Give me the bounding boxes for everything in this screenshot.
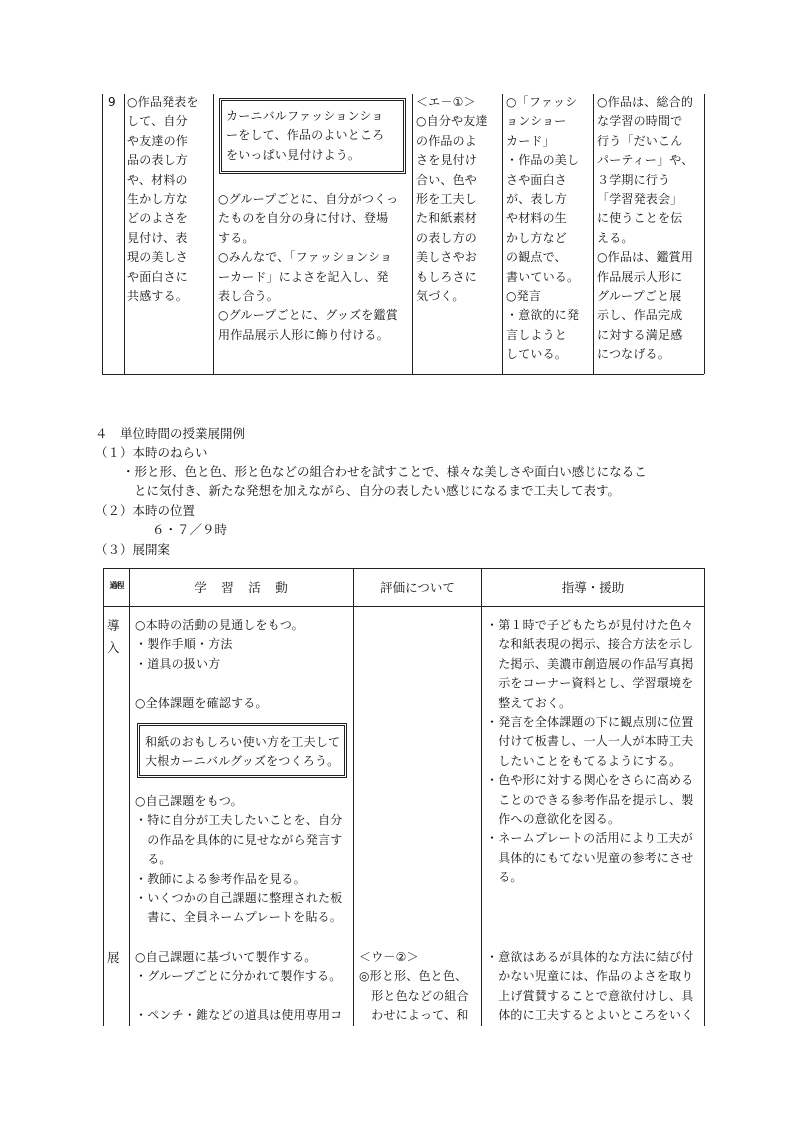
support-text (597, 93, 693, 365)
evaluation-line: 形を工夫し (416, 192, 478, 207)
intro-activity-line: ○全体課題を確認する。 (135, 696, 268, 710)
support-line: 行う「だいこん (597, 133, 683, 148)
intro-support-line: したいことをもてるようにする。 (486, 753, 682, 768)
dev-support-line: 体的に工夫するとよいところをいく (486, 1008, 694, 1023)
stage-development: 展 (107, 950, 120, 965)
activity-line: ○みんなで、「ファッションショ (218, 250, 393, 265)
activity-line: する。 (218, 230, 255, 245)
activity-line: ○グループごとに、グッズを鑑賞 (218, 308, 398, 323)
evaluation-line: ○自分や友達 (416, 114, 488, 129)
position-value: ６・７／９時 (152, 522, 228, 537)
table1-border (124, 94, 125, 374)
objective-line: どのよさを (127, 211, 189, 226)
evaluation-method-line: や材料の生 (506, 211, 568, 226)
table2-border (704, 568, 705, 1026)
evaluation-method-line: が、表し方 (506, 192, 568, 207)
evaluation-method-line: ○「ファッシ (506, 95, 578, 109)
intro-support-line: た掲示、美濃市創造展の作品写真掲 (486, 656, 694, 671)
dev-support-line: 上げ賞賛することで意欲付けし、具 (486, 988, 694, 1003)
table1-border (412, 94, 413, 374)
dev-activity-tools (135, 1006, 342, 1025)
intro-support-line: ・ネームプレートの活用により工夫が (486, 831, 693, 846)
stage-intro-1: 導 (107, 618, 120, 633)
intro-support-line: ・第１時で子どもたちが見付けた色々 (486, 618, 694, 632)
table1-border (593, 94, 594, 374)
evaluation-line: 合い、色や (416, 172, 478, 187)
intro-support-line: 作への意欲化を図る。 (486, 812, 621, 827)
support-line: 作品展示人形に (597, 269, 683, 284)
overall-task-line: 和紙のおもしろい使い方を工夫して (145, 735, 341, 749)
dev-activity-line: ○自己課題に基づいて製作する。 (135, 950, 317, 964)
intro-support-line: る。 (486, 870, 523, 885)
subsection-heading-aim: （１）本時のねらい (95, 445, 208, 460)
support-line: な学習の時間で (597, 114, 683, 129)
evaluation-method-line: ○発言 (506, 289, 542, 304)
activity-line: ○グループごとに、自分がつくっ (218, 192, 399, 206)
intro-activity-line: 書に、全員ネームプレートを貼る。 (135, 910, 342, 925)
evaluation-line: 気づく。 (416, 289, 465, 304)
dev-support-line: ・意欲はあるが具体的な方法に結び付 (486, 950, 694, 964)
table2-border (129, 568, 130, 1026)
objective-line: 生かし方な (127, 192, 189, 207)
support-line: 「学習発表会」 (597, 192, 683, 207)
dev-evaluation-text (359, 948, 469, 1026)
support-line: ３学期に行う (597, 172, 671, 187)
evaluation-method-line: の観点で、 (506, 250, 567, 265)
dev-evaluation-line: わせによって、和 (359, 1008, 469, 1023)
support-line: ○作品は、総合的 (597, 95, 694, 109)
table2-border (481, 568, 482, 1026)
support-line: グループごと展 (597, 289, 682, 304)
evaluation-line: さを見付け (416, 153, 478, 168)
support-line: につなげる。 (597, 347, 670, 362)
support-line: ○作品は、鑑賞用 (597, 250, 694, 265)
support-line: パーティー」や、 (597, 153, 694, 168)
intro-support-text (486, 616, 693, 888)
subsection-heading-plan: （３）展開案 (95, 542, 171, 557)
header-activity: 学 習 活 動 (194, 580, 289, 595)
intro-activity-line: ・いくつかの自己課題に整理された板 (135, 891, 343, 906)
evaluation-method-line: ・作品の美し (506, 153, 580, 168)
intro-support-line: 具体的にもてない児童の参考にさせ (486, 850, 694, 865)
support-line: に対する満足感 (597, 327, 683, 342)
activity-line: ーカード」によさを記入し、発 (218, 269, 389, 284)
objective-line: 品の表し方 (127, 153, 189, 168)
table1-border (102, 94, 103, 374)
intro-activity-line: ○本時の活動の見通しをもつ。 (135, 618, 304, 632)
intro-activity-confirm (135, 694, 268, 713)
evaluation-line: もしろさに (416, 269, 478, 284)
table1-border (102, 374, 704, 375)
objective-line: ○作品発表を (127, 95, 199, 109)
intro-support-line: な和紙表現の掲示、接合方法を示し (486, 637, 694, 652)
evaluation-text (416, 93, 488, 306)
activity-line: 用作品展示人形に飾り付ける。 (218, 327, 389, 342)
evaluation-method-line: さや面白さ (506, 172, 568, 187)
evaluation-line: の表し方の (416, 230, 478, 245)
evaluation-method-line: かし方など (506, 230, 568, 245)
table1-border (213, 94, 214, 374)
objective-line: 見付け、表 (127, 230, 188, 245)
table2-border (103, 568, 104, 1026)
stage-intro-2: 入 (107, 640, 120, 655)
activity-line: 表し合う。 (218, 289, 280, 304)
lesson-task-line: ーをして、作品のよいところ (226, 128, 385, 143)
intro-activity-line: ・道具の扱い方 (135, 656, 221, 671)
lesson-task-line: をいっぱい見付けよう。 (226, 147, 361, 162)
aim-text-line2: とに気付き、新たな発想を加えながら、自分の表したい感じになるまで工夫して表す。 (134, 483, 621, 498)
activity-text (218, 190, 398, 345)
evaluation-line: た和紙素材 (416, 211, 478, 226)
objective-line: 現の美しさ (127, 250, 189, 265)
intro-activity-text (135, 616, 304, 674)
intro-activity-line: の作品を具体的に見せながら発言す (135, 832, 343, 847)
lesson-task-text (226, 107, 384, 165)
intro-support-line: ・色や形に対する関心をさらに高める (486, 773, 694, 788)
objective-line: して、自分 (127, 114, 188, 129)
header-stage: 過程 (109, 581, 124, 590)
intro-activity-line: ・特に自分が工夫したいことを、自分 (135, 813, 343, 828)
table1-border (502, 94, 503, 374)
evaluation-method-line: カード」 (506, 133, 555, 148)
evaluation-line: の作品のよ (416, 133, 478, 148)
evaluation-method-line: している。 (506, 347, 568, 362)
dev-evaluation-line: 形と色などの組合 (359, 988, 469, 1003)
aim-text-line1: ・形と形、色と色、形と色などの組合わせを試すことで、様々な美しさや面白い感じになるこ (122, 464, 647, 479)
lesson-task-line: カーニバルファッションショ (226, 109, 384, 123)
evaluation-method-line: 言しようと (506, 327, 568, 342)
overall-task-line: 大根カーニバルグッズをつくろう。 (145, 754, 340, 769)
overall-task-text (145, 733, 340, 772)
intro-support-line: ことのできる参考作品を提示し、製 (486, 792, 694, 807)
support-line: える。 (597, 230, 634, 245)
intro-activity-self-task (135, 792, 342, 928)
header-support: 指導・援助 (561, 580, 625, 595)
evaluation-method-line: 書いている。 (506, 269, 580, 284)
table2-border (103, 606, 704, 607)
section-title: ４ 単位時間の授業展開例 (95, 426, 246, 441)
intro-support-line: ・発言を全体課題の下に観点別に位置 (486, 715, 694, 730)
evaluation-line: ＜エ－①＞ (416, 95, 476, 109)
dev-evaluation-line: ＜ウ－②＞ (359, 950, 419, 964)
dev-support-line: かない児童には、作品のよさを取り (486, 969, 694, 984)
objective-line: や友達の作 (127, 133, 189, 148)
support-line: に使うことを伝 (597, 211, 683, 226)
row-number: 9 (108, 95, 116, 109)
table2-border (353, 568, 354, 1026)
evaluation-method-line: ョンショー (506, 114, 567, 129)
intro-support-line: 付けて板書し、一人一人が本時工夫 (486, 734, 694, 749)
dev-support-text (486, 948, 693, 1026)
intro-activity-line: る。 (135, 852, 172, 867)
table2-border (103, 568, 704, 569)
objective-line: 共感する。 (127, 289, 189, 304)
intro-support-line: 整えておく。 (486, 695, 572, 710)
objective-line: や、材料の (127, 172, 188, 187)
evaluation-line: 美しさやお (416, 250, 478, 265)
dev-activity-line: ・ペンチ・錐などの道具は使用専用コ (135, 1008, 343, 1022)
dev-activity-text (135, 948, 341, 987)
evaluation-method-text (506, 93, 579, 365)
subsection-heading-position: （２）本時の位置 (95, 503, 196, 518)
intro-activity-line: ・教師による参考作品を見る。 (135, 871, 306, 886)
dev-evaluation-line: ◎形と形、色と色、 (359, 969, 468, 984)
objective-text (127, 93, 199, 306)
evaluation-method-line: ・意欲的に発 (506, 308, 580, 323)
intro-support-line: 示をコーナー資料とし、学習環境を (486, 676, 694, 691)
activity-line: たものを自分の身に付け、登場 (218, 211, 389, 226)
intro-activity-line: ○自己課題をもつ。 (135, 794, 243, 808)
dev-activity-line: ・グループごとに分かれて製作する。 (135, 969, 342, 984)
support-line: 示し、作品完成 (597, 308, 683, 323)
objective-line: や面白さに (127, 269, 189, 284)
header-evaluation: 評価について (380, 580, 455, 595)
table1-border (704, 94, 705, 374)
intro-activity-line: ・製作手順・方法 (135, 637, 233, 652)
